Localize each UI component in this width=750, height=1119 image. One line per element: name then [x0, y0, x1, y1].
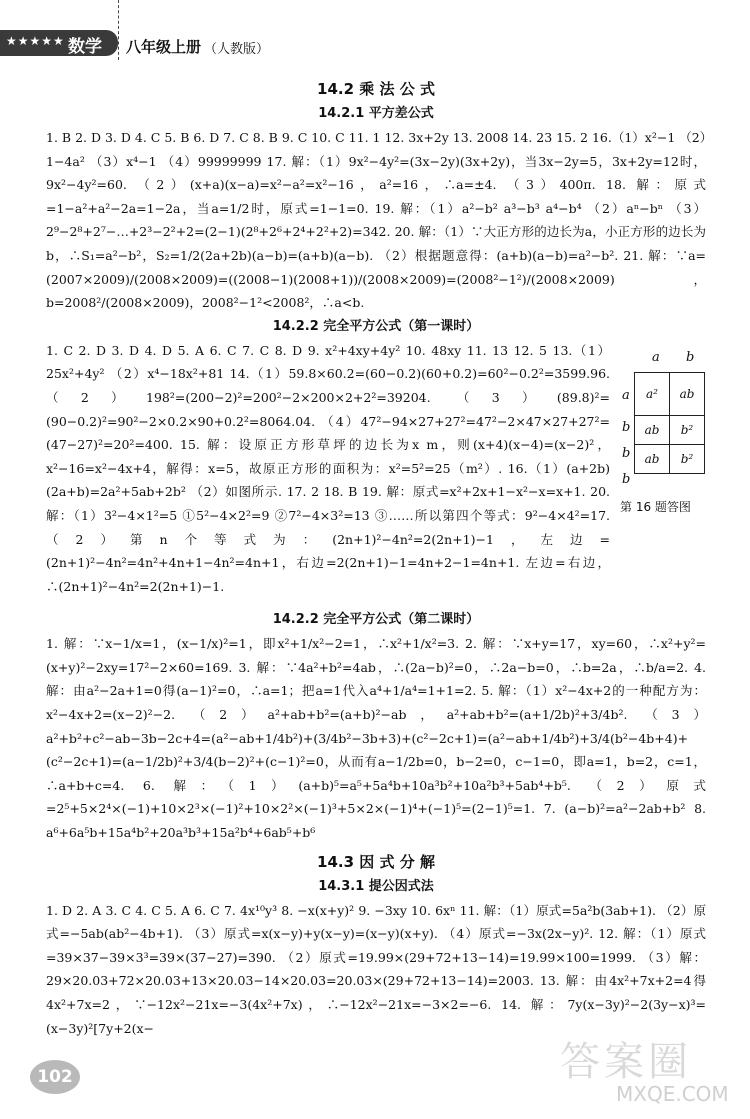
subject-label: 数学: [68, 37, 102, 57]
figure-label: b: [622, 472, 631, 487]
section-title: 14.3 因 式 分 解: [317, 852, 435, 871]
subsection-title: 14.2.2 完全平方公式（第二课时）: [272, 612, 480, 628]
grid-cell: a²: [635, 373, 670, 416]
area-grid: [634, 372, 705, 474]
watermark-url: MXQE.COM: [616, 1082, 729, 1106]
section-title: 14.2 乘 法 公 式: [317, 80, 435, 98]
figure-caption: 第 16 题答图: [620, 500, 691, 514]
figure-label: a: [652, 350, 660, 365]
grade-label: 八年级上册: [126, 38, 202, 56]
figure-label: b: [622, 446, 631, 461]
page-header: [0, 0, 750, 60]
edition-label: （人教版）: [204, 42, 270, 57]
star-rating-icon: ★★★★★: [6, 34, 65, 48]
grid-cell: ab: [670, 373, 705, 416]
grid-cell: b²: [670, 445, 705, 474]
answer-paragraph: 1. D 2. A 3. C 4. C 5. A 6. C 7. 4x¹⁰y³ 8. −x(x+y)² 9. −3xy 10. 6xⁿ 11. 解：（1）原式=5a²b(3ab+1). （2）原式=−5ab(ab²−4b+1). （3）原式=x(x−y)+y(x−y)=(x−y)(x+y). （4）原式=−3x(2x−y)². 12. 解：（1）原式=39×37−39×3³=39×(37−27)=390. （2）原式=19.99×(29+72+13−14)=19.99×100=1999. （3）解：29×20.03+72×20.03+13×20.03−14×20.03=20.03×(29+72+13−14)=2003. 13. 解：由4x²+7x+2=4得4x²+7x=2，∵−12x²−21x=−3(4x²+7x)，∴−12x²−21x=−3×2=−6. 14. 解：7y(x−3y)²−2(3y−x)³=(x−3y)²[7y+2(x−: [46, 902, 706, 1036]
header-divider: [118, 0, 120, 60]
subsection-title: 14.2.1 平方差公式: [318, 106, 434, 121]
answer-paragraph: 1. C 2. D 3. D 4. D 5. A 6. C 7. C 8. D 9. x²+4xy+4y² 10. 48xy 11. 13 12. 5 13.（1）25x²+4y² （2）x⁴−18x²+81 14.（1）59.8×60.2=(60−0.2)(60+0.2)=60²−0.2²=3599.96. （2）198²=(200−2)²=200²−2×200×2+2²=39204. （3）(89.8)²=(90−0.2)²=90²−2×0.2×90+0.2²=8064.04. （4）47²−94×27+27²=47²−2×47×27+27²=(47−27)²=20²=400. 15. 解：设原正方形草坪的边长为x m，则(x+4)(x−4)=(x−2)²，x²−16=x²−4x+4，解得：x=5，故原正方形的面积为：x²=5²=25（m²）. 16.（1）(a+2b)(2a+b)=2a²+5ab+2b² （2）如图所示. 17. 2 18. B 19. 解：原式=x²+2x+1−x²−x=x+1. 20. 解：（1）3²−4×1²=5 ①5²−4×2²=9 ②7²−4×3²=13 ③……所以第四个等式：9²−4×4²=17. （2）第n个等式为：(2n+1)²−4n²=2(2n+1)−1，左边=(2n+1)²−4n²=4n²+4n+1−4n²=4n+1，右边=2(2n+1)−1=4n+2−1=4n+1. 左边=右边，∴(2n+1)²−4n²=2(2n+1)−1.: [46, 342, 610, 594]
figure-label: b: [622, 420, 631, 435]
grid-cell: b²: [670, 416, 705, 445]
figure-label: a: [622, 388, 630, 403]
grid-cell: ab: [635, 416, 670, 445]
subsection-title: 14.2.2 完全平方公式（第一课时）: [272, 318, 480, 334]
figure-label: b: [686, 350, 695, 365]
watermark-logo: 答案圈: [560, 1039, 692, 1085]
subsection-title: 14.3.1 提公因式法: [318, 878, 434, 894]
answer-paragraph: 1. B 2. D 3. D 4. C 5. B 6. D 7. C 8. B 9. C 10. C 11. 1 12. 3x+2y 13. 2008 14. 23 15. 2 16.（1）x²−1 （2）1−4a² （3）x⁴−1 （4）99999999 17. 解：（1）9x²−4y²=(3x−2y)(3x+2y)，当3x−2y=5，3x+2y=12时，9x²−4y²=60. （2）(x+a)(x−a)=x²−a²=x²−16，a²=16，∴a=±4. （3）400π. 18. 解：原式=1−a²+a²−2a=1−2a，当a=1/2时，原式=1−1=0. 19. 解：（1）a²−b² a³−b³ a⁴−b⁴ （2）aⁿ−bⁿ （3）2⁹−2⁸+2⁷−…+2³−2²+2=(2−1)(2⁸+2⁶+2⁴+2²+2)=342. 20. 解：（1）∵大正方形的边长为a，小正方形的边长为b，∴S₁=a²−b²，S₂=1/2(2a+2b)(a−b)=(a+b)(a−b). （2）根据题意得：(a+b)(a−b)=a²−b². 21. 解：∵a=(2007×2009)/(2008×2009)=((2008−1)(2008+1))/(2008×2009)=(2008²−1²)/(2008×2009)，b=2008²/(2008×2009)，2008²−1²<2008²，∴a<b.: [46, 130, 706, 311]
answer-paragraph: 1. 解：∵x−1/x=1，(x−1/x)²=1，即x²+1/x²−2=1，∴x²+1/x²=3. 2. 解：∵x+y=17，xy=60，∴x²+y²=(x+y)²−2xy=17²−2×60=169. 3. 解：∵4a²+b²=4ab，∴(2a−b)²=0，∴2a−b=0，∴b=2a，∴b/a=2. 4. 解：由a²−2a+1=0得(a−1)²=0，∴a=1；把a=1代入a⁴+1/a⁴=1+1=2. 5. 解：（1）x²−4x+2的一种配方为：x²−4x+2=(x−2)²−2. （2）a²+ab+b²=(a+b)²−ab，a²+ab+b²=(a+1/2b)²+3/4b². （3）a²+b²+c²−ab−3b−2c+4=(a²−ab+1/4b²)+(3/4b²−3b+3)+(c²−2c+1)=(a²−ab+1/4b²)+3/4(b²−4b+4)+(c²−2c+1)=(a−1/2b)²+3/4(b−2)²+(c−1)²=0，从而有a−1/2b=0，b−2=0，c−1=0，即a=1，b=2，c=1，∴a+b+c=4. 6. 解：（1）(a+b)⁵=a⁵+5a⁴b+10a³b²+10a²b³+5ab⁴+b⁵. （2）原式=2⁵+5×2⁴×(−1)+10×2³×(−1)²+10×2²×(−1)³+5×2×(−1)⁴+(−1)⁵=(2−1)⁵=1. 7. (a−b)²=a²−2ab+b² 8. a⁶+6a⁵b+15a⁴b²+20a³b³+15a²b⁴+6ab⁵+b⁶: [46, 636, 706, 841]
page-number: 102: [30, 1060, 80, 1094]
grid-cell: ab: [635, 445, 670, 474]
answer-content: [46, 72, 706, 1040]
